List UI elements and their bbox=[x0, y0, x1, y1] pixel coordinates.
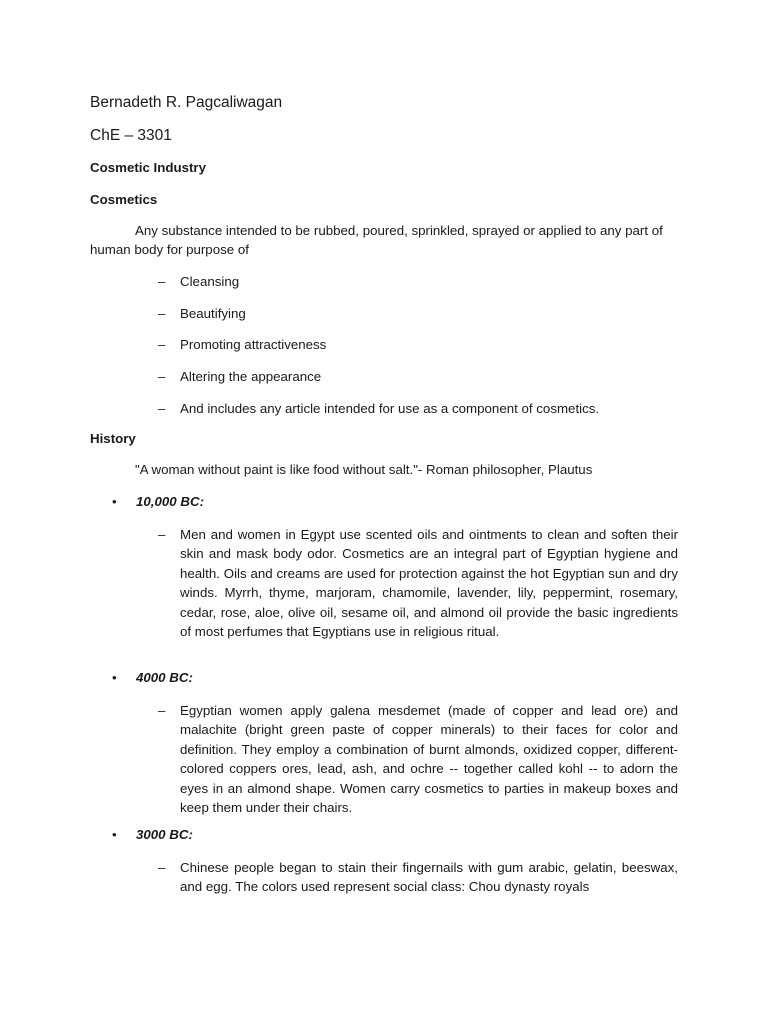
dash-marker: – bbox=[158, 369, 166, 384]
history-paragraph bbox=[158, 858, 678, 897]
history-bullet bbox=[112, 827, 193, 842]
dash-marker: – bbox=[158, 703, 166, 718]
dash-marker: – bbox=[158, 401, 166, 416]
dash-marker: – bbox=[158, 860, 166, 875]
history-bullet bbox=[112, 670, 193, 685]
history-label: 3000 BC: bbox=[136, 827, 193, 842]
purpose-item bbox=[158, 304, 246, 323]
purpose-item bbox=[158, 335, 326, 354]
history-paragraph bbox=[158, 525, 678, 641]
dash-marker: – bbox=[158, 527, 166, 542]
section-heading-history: History bbox=[90, 431, 136, 446]
purpose-text: Beautifying bbox=[180, 306, 246, 321]
purpose-item bbox=[158, 272, 239, 291]
quote-text: "A woman without paint is like food without salt."- Roman philosopher, Plautus bbox=[135, 462, 593, 477]
history-text: Chinese people began to stain their fingernails with gum arabic, gelatin, beeswax, and egg. The colors used represent social class: Chou dynasty royals bbox=[180, 860, 678, 895]
history-paragraph bbox=[158, 701, 678, 817]
history-text: Egyptian women apply galena mesdemet (made of copper and lead ore) and malachite (bright green paste of copper minerals) to their faces for color and definition. They employ a combination of burnt almonds, oxidized copper, different-colored coppers ores, lead, ash, and ochre -- together called kohl -- to adorn the eyes in an almond shape. Women carry cosmetics to parties in makeup boxes and keep them under their chairs. bbox=[180, 703, 678, 816]
history-label: 4000 BC: bbox=[136, 670, 193, 685]
author-name: Bernadeth R. Pagcaliwagan bbox=[90, 94, 283, 111]
purpose-text: Promoting attractiveness bbox=[180, 337, 327, 352]
bullet-marker: • bbox=[112, 670, 117, 685]
document-title: Cosmetic Industry bbox=[90, 160, 207, 175]
section-heading-cosmetics: Cosmetics bbox=[90, 192, 158, 207]
dash-marker: – bbox=[158, 337, 166, 352]
purpose-item bbox=[158, 367, 321, 386]
bullet-marker: • bbox=[112, 494, 117, 509]
history-text: Men and women in Egypt use scented oils and ointments to clean and soften their skin and mask body odor. Cosmetics are an integral part of Egyptian hygiene and health. Oils and creams are used for protection against the hot Egyptian sun and dry winds. Myrrh, thyme, marjoram, chamomile, lavender, lily, peppermint, rosemary, cedar, rose, aloe, olive oil, sesame oil, and almond oil provide the basic ingredients of most perfumes that Egyptians use in religious ritual. bbox=[180, 527, 678, 640]
purpose-text: And includes any article intended for use as a component of cosmetics. bbox=[180, 401, 600, 416]
purpose-item bbox=[158, 399, 599, 418]
purpose-text: Cleansing bbox=[180, 274, 240, 289]
bullet-marker: • bbox=[112, 827, 117, 842]
history-bullet bbox=[112, 494, 204, 509]
purpose-text: Altering the appearance bbox=[180, 369, 322, 384]
dash-marker: – bbox=[158, 306, 166, 321]
course-code: ChE – 3301 bbox=[90, 127, 172, 144]
dash-marker: – bbox=[158, 274, 166, 289]
definition-paragraph: Any substance intended to be rubbed, poured, sprinkled, sprayed or applied to any part of human body for purpose of bbox=[90, 223, 663, 258]
history-label: 10,000 BC: bbox=[136, 494, 204, 509]
